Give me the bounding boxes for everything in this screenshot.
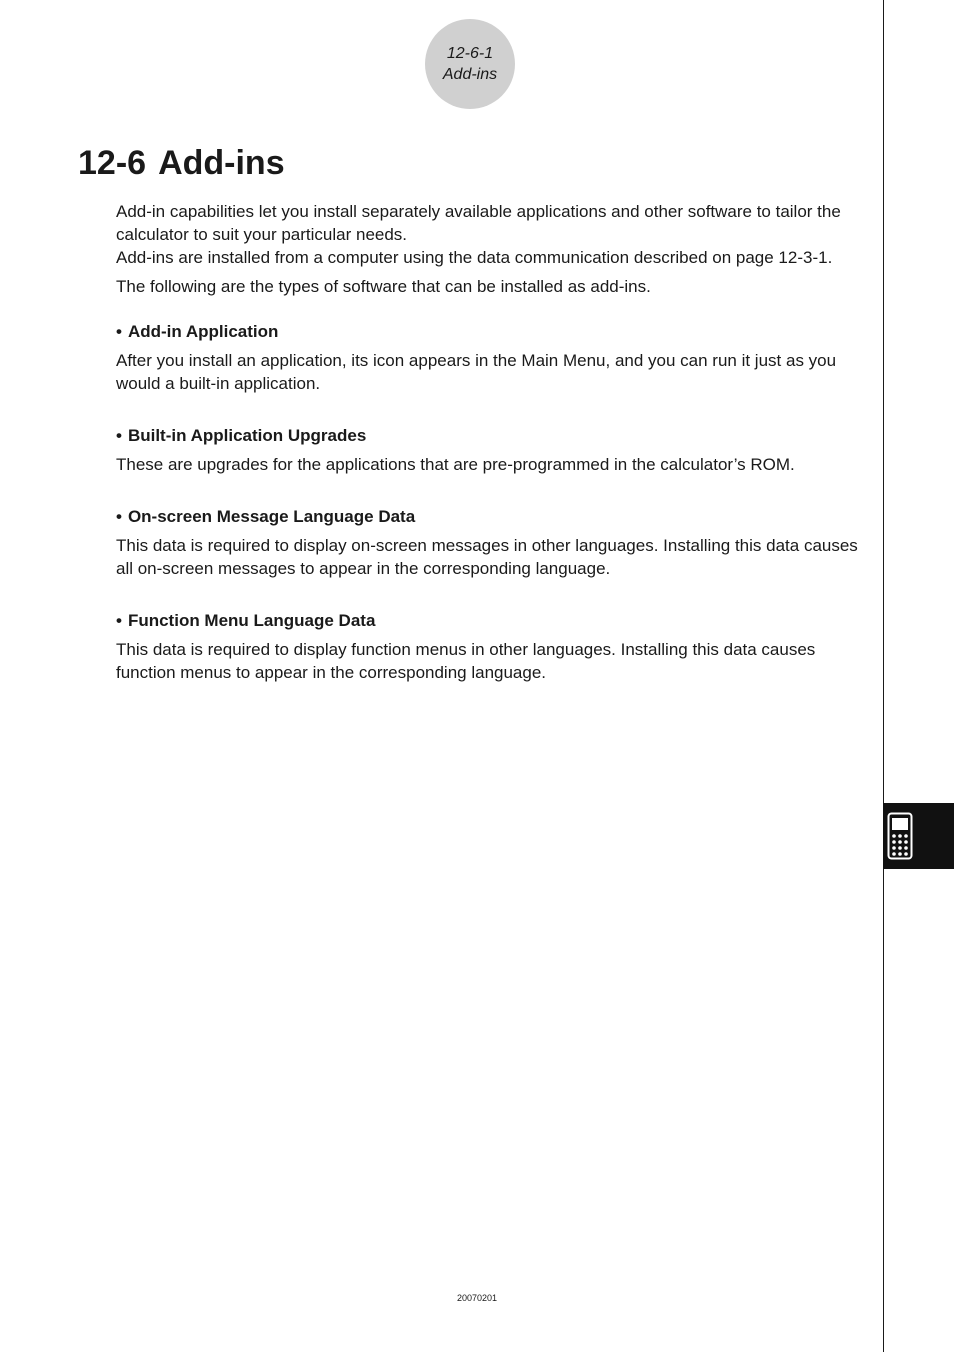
footer-date: 20070201 xyxy=(456,1293,498,1303)
section-heading xyxy=(116,609,866,632)
section-heading-text: Built-in Application Upgrades xyxy=(127,426,367,445)
main-content xyxy=(116,200,866,684)
bullet-mark: • xyxy=(116,507,122,526)
bullet-mark: • xyxy=(116,322,122,341)
header-section-name: Add-ins xyxy=(442,66,498,83)
page-edge-rule xyxy=(883,0,884,1352)
bullet-mark: • xyxy=(116,611,122,630)
intro-paragraph: Add-ins are installed from a computer using the data communication described on page 12-3-1. xyxy=(116,248,833,267)
section-body: These are upgrades for the applications that are pre-programmed in the calculator’s ROM. xyxy=(116,455,795,474)
intro-paragraph: Add-in capabilities let you install separately available applications and other software to tailor the calculator to suit your particular needs. xyxy=(116,202,841,244)
section-heading-text: Function Menu Language Data xyxy=(127,611,376,630)
intro-paragraph: The following are the types of software that can be installed as add-ins. xyxy=(116,277,651,296)
section-body: This data is required to display function menus in other languages. Installing this data causes function menus to appear in the corresponding language. xyxy=(116,640,816,682)
calculator-icon xyxy=(887,812,913,860)
section-heading xyxy=(116,424,866,447)
bullet-mark: • xyxy=(116,426,122,445)
page-title-number: 12-6 xyxy=(78,144,147,182)
section-heading xyxy=(116,320,866,343)
section-body: This data is required to display on-screen messages in other languages. Installing this data causes all on-screen messages to appear in the corresponding language. xyxy=(116,536,858,578)
section-heading-text: On-screen Message Language Data xyxy=(127,507,416,526)
section-heading xyxy=(116,505,866,528)
section-heading-text: Add-in Application xyxy=(127,322,279,341)
chapter-side-tab xyxy=(883,803,954,869)
page-title xyxy=(78,141,285,185)
section-body: After you install an application, its icon appears in the Main Menu, and you can run it just as you would a built-in application. xyxy=(116,351,837,393)
page-title-text: Add-ins xyxy=(158,144,285,182)
header-page-number: 12-6-1 xyxy=(446,45,494,62)
page-header-badge xyxy=(425,19,515,109)
